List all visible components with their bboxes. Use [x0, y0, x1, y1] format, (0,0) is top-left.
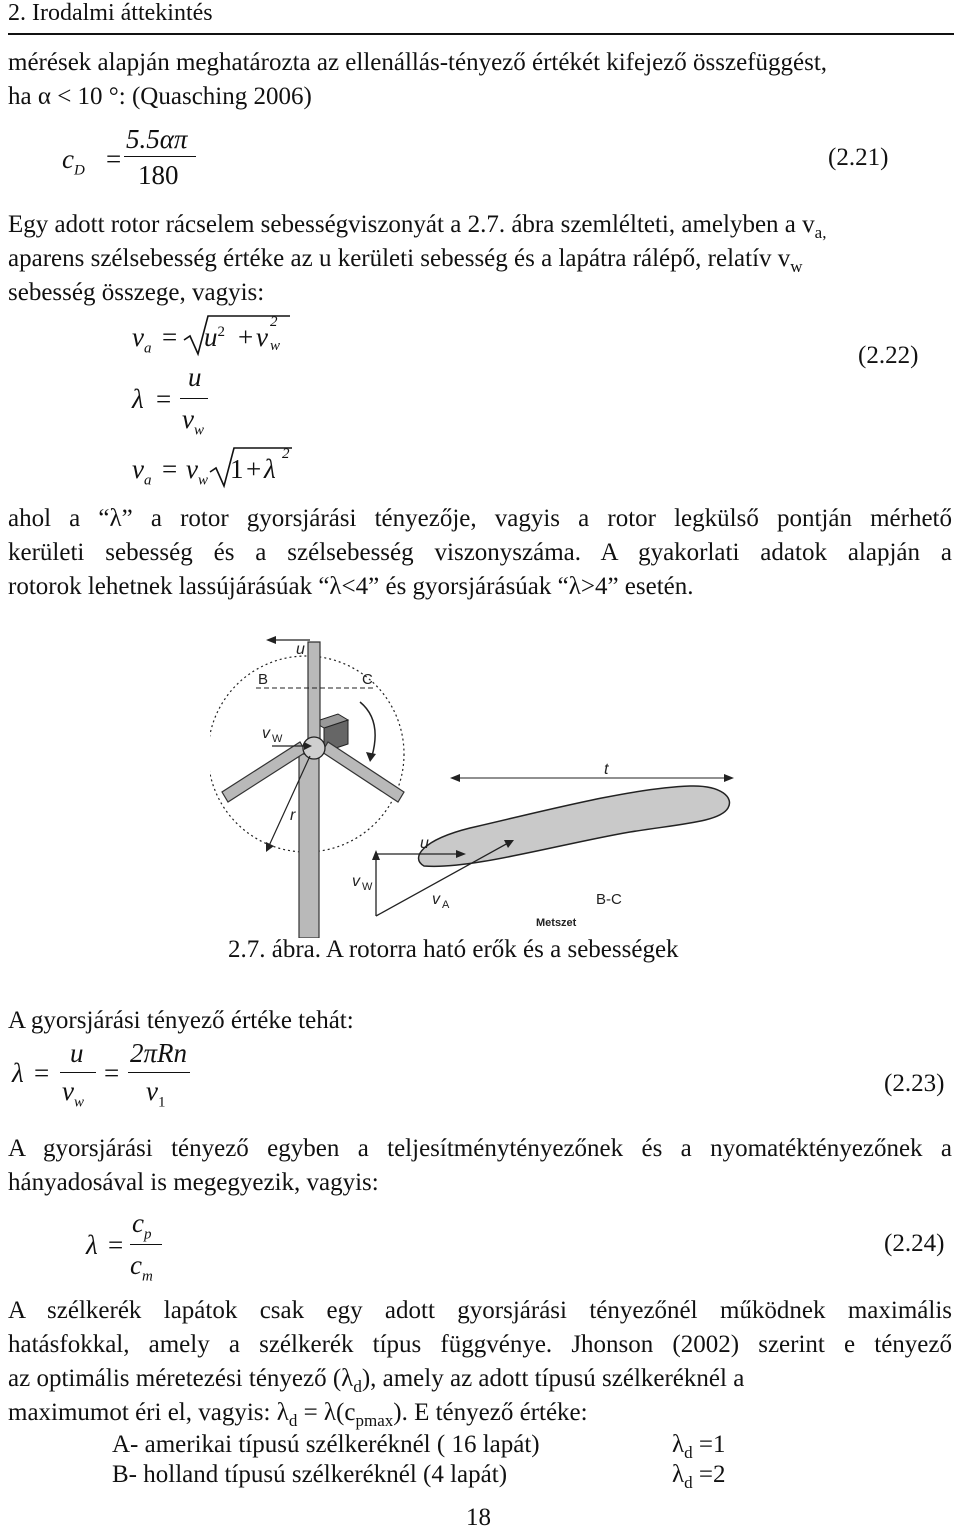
eq221-label: (2.21)	[828, 144, 889, 171]
eq222-label: (2.22)	[858, 342, 919, 369]
eq222-r1-v-sup: 2	[270, 314, 278, 330]
label-u-mid: u	[420, 835, 429, 852]
eq222-r1-equals: =	[162, 322, 178, 352]
para6-line1: A szélkerék lapátok csak egy adott gyorsjárási tényezőnél működnek maximális	[8, 1297, 952, 1324]
list-item-b-value: $\lambda_d =2$	[672, 1461, 726, 1492]
eq223-fraction-bar-1	[60, 1072, 96, 1073]
figure-caption: 2.7. ábra. A rotorra ható erők és a sebességek	[228, 936, 679, 963]
airfoil-section	[419, 786, 730, 866]
eq224-denominator: $c_m$	[130, 1250, 153, 1285]
eq222-r2-denominator: $v_w$	[182, 404, 204, 439]
label-r: r	[290, 807, 296, 824]
rotor-figure	[210, 628, 750, 945]
eq221-denominator: 180	[138, 160, 179, 190]
eq222-r2-equals: =	[156, 384, 172, 414]
label-metszet: Metszet	[536, 917, 577, 929]
eq223-den2: $v_1$	[146, 1076, 166, 1111]
para6-line3: az optimális méretezési tényező $(\lambda_d)$, amely az adott típusú szélkeréknél a	[8, 1365, 745, 1396]
page-number: 18	[466, 1504, 491, 1531]
para1-line2: ha α < 10 °: (Quasching 2006)	[8, 83, 312, 110]
para5-line2: hányadosával is megegyezik, vagyis:	[8, 1169, 379, 1196]
eq223-den1: $v_w$	[62, 1076, 84, 1111]
label-vw2-sub: W	[362, 881, 373, 893]
eq222-r3-one: 1	[230, 454, 244, 484]
eq222-r2-fraction-bar	[180, 398, 208, 399]
eq221-lhs: $c_D$	[62, 144, 85, 179]
label-vw2: v	[352, 873, 360, 890]
eq223-num2: 2πRn	[130, 1038, 188, 1068]
para2-line2: aparens szélsebesség értéke az u kerületi sebesség és a lapátra rálépő, relatív $v_w$	[8, 245, 803, 276]
eq222-r1-lhs: $v_a$	[132, 322, 152, 357]
label-va: v	[432, 891, 440, 908]
label-c: C	[362, 671, 373, 688]
blade-top	[308, 642, 320, 742]
para3-line1: ahol a “λ” a rotor gyorsjárási tényezője, vagyis a rotor legkülső pontján mérhető	[8, 505, 952, 532]
rotor-diagram	[210, 628, 750, 938]
para2-line1: Egy adott rotor rácselem sebességviszonyát a 2.7. ábra szemlélteti, amelyben a $v_{a,}$	[8, 211, 827, 242]
para3-line2: kerületi sebesség és a szélsebesség viszonyszáma. A gyakorlati adatok alapján a	[8, 539, 952, 566]
label-va-sub: A	[442, 899, 450, 911]
eq224-lhs: λ	[86, 1230, 98, 1260]
eq222-r3-sup: 2	[282, 446, 290, 462]
label-vw: v	[262, 725, 270, 742]
eq222-r3-v: $v_w$	[186, 454, 208, 489]
label-t: t	[604, 761, 609, 778]
tower	[299, 754, 319, 938]
eq223-equals-2: =	[104, 1058, 120, 1088]
eq223-label: (2.23)	[884, 1070, 945, 1097]
section-header: 2. Irodalmi áttekintés	[8, 0, 213, 26]
eq222-r2-lhs: λ	[132, 384, 144, 414]
label-u-top: u	[296, 641, 305, 658]
label-bc: B-C	[596, 891, 622, 908]
eq223-lhs: λ	[12, 1058, 24, 1088]
para4-line1: A gyorsjárási tényező értéke tehát:	[8, 1007, 354, 1034]
para1-line1: mérések alapján meghatározta az ellenállás-tényező értékét kifejező összefüggést,	[8, 49, 828, 76]
para5-line1: A gyorsjárási tényező egyben a teljesítménytényezőnek és a nyomatéktényezőnek a	[8, 1135, 952, 1162]
eq221-fraction-bar	[124, 156, 196, 157]
para6-line4: maximumot éri el, vagyis: $\lambda_d = \lambda(c_{pmax})$. E tényező értéke:	[8, 1399, 588, 1430]
header-rule	[8, 33, 954, 35]
eq221-equals: =	[106, 144, 122, 174]
blade-right	[322, 742, 404, 802]
eq222-r3-equals: =	[162, 454, 178, 484]
para3-line3: rotorok lehetnek lassújárásúak “λ<4” és gyorsjárásúak “λ>4” esetén.	[8, 573, 694, 600]
eq224-label: (2.24)	[884, 1230, 945, 1257]
eq222-r3-lambda: λ	[264, 454, 276, 484]
eq222-r1-plus: +	[238, 322, 254, 352]
eq223-num1: u	[70, 1038, 84, 1068]
eq222-r1-v-sub: w	[270, 338, 281, 354]
eq223-fraction-bar-2	[128, 1072, 190, 1073]
eq222-r3-plus: +	[246, 454, 262, 484]
para2-line3: sebesség összege, vagyis:	[8, 279, 265, 306]
para6-line2: hatásfokkal, amely a szélkerék típus függvénye. Jhonson (2002) szerint e tényező	[8, 1331, 952, 1358]
eq224-equals: =	[108, 1230, 124, 1260]
eq222-r1-u: $u^2$	[204, 322, 225, 352]
list-item-b-text: B- holland típusú szélkeréknél (4 lapát)	[112, 1461, 508, 1488]
eq222-r1-v: v	[256, 322, 268, 352]
eq224-numerator: $c_p$	[132, 1208, 152, 1243]
label-vw-sub: W	[272, 733, 283, 745]
eq223-equals-1: =	[34, 1058, 50, 1088]
list-item-a-text: A- amerikai típusú szélkeréknél ( 16 lapát)	[112, 1431, 540, 1458]
eq224-fraction-bar	[130, 1244, 162, 1245]
eq221-numerator: 5.5απ	[126, 124, 188, 154]
eq222-r3-lhs: $v_a$	[132, 454, 152, 489]
label-b: B	[258, 671, 269, 688]
list-item-a-value: $\lambda_d =1$	[672, 1431, 726, 1462]
eq222-r2-numerator: u	[188, 362, 202, 392]
